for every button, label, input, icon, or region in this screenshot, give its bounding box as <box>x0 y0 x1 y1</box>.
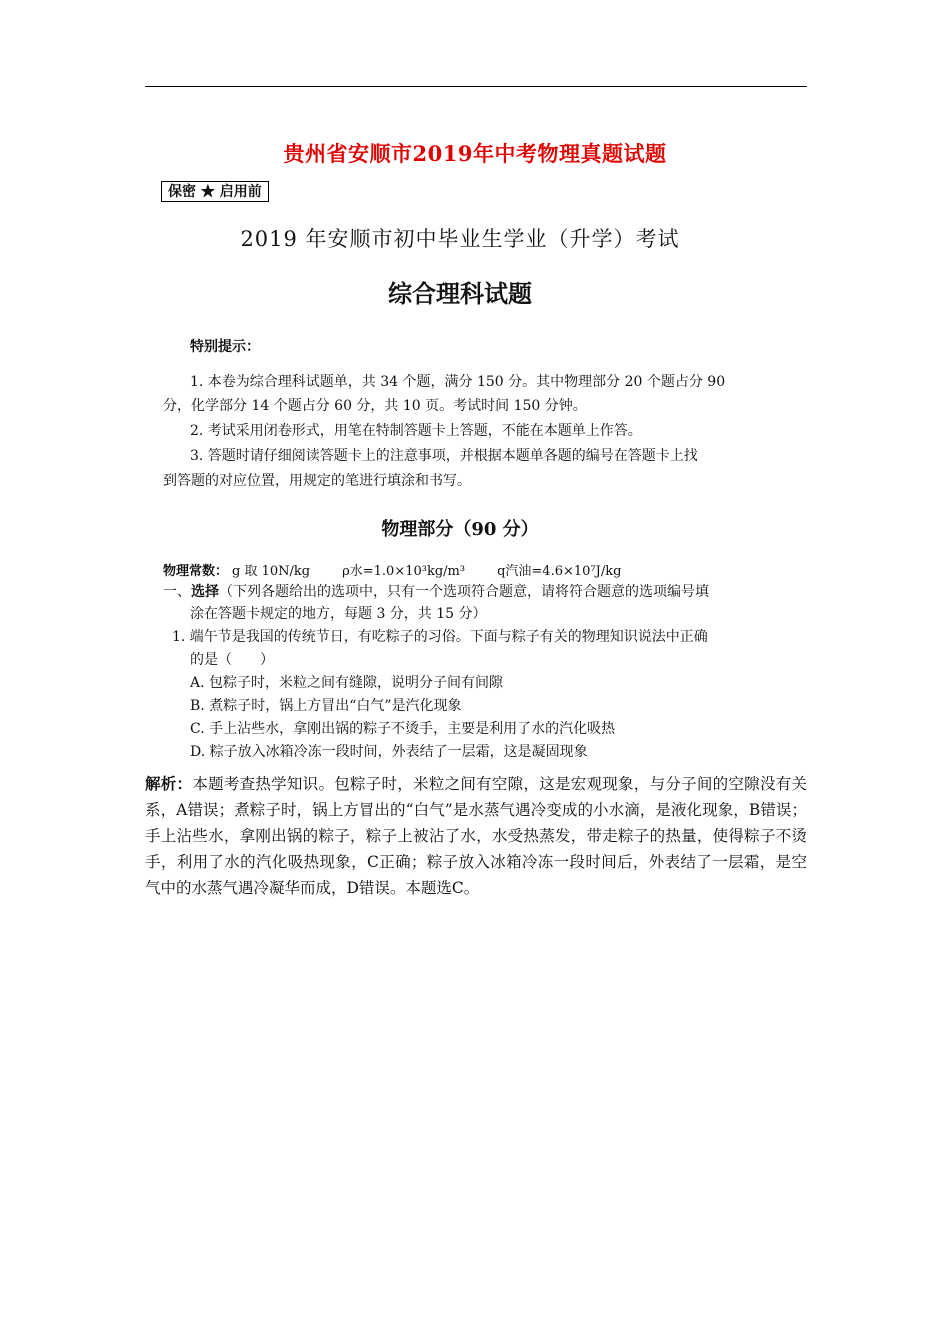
exam-title: 2019 年安顺市初中毕业生学业（升学）考试 <box>240 227 680 251</box>
choice-section-prefix: 一、 <box>163 584 191 600</box>
notice-line: 分，化学部分 14 个题占分 60 分，共 10 页。考试时间 150 分钟。 <box>163 398 587 414</box>
choice-section-text: （下列各题给出的选项中，只有一个选项符合题意，请将符合题意的选项编号填 <box>219 584 709 600</box>
notice-line: 2. 考试采用闭卷形式，用笔在特制答题卡上答题，不能在本题单上作答。 <box>190 423 642 439</box>
choice-section-intro <box>163 582 709 602</box>
analysis-label: 解析： <box>145 774 193 793</box>
header-rule <box>145 86 807 87</box>
choice-section-text-2: 涂在答题卡规定的地方，每题 3 分，共 15 分） <box>190 606 487 622</box>
notice-line: 1. 本卷为综合理科试题单，共 34 个题，满分 150 分。其中物理部分 20 个题占分 90 <box>190 374 726 390</box>
option-b: B. 煮粽子时，锅上方冒出“白气”是汽化现象 <box>190 698 462 714</box>
question-stem: 1. 端午节是我国的传统节日，有吃粽子的习俗。下面与粽子有关的物理知识说法中正确 <box>172 629 708 645</box>
constant-g: g 取 10N/kg <box>232 564 311 579</box>
analysis-text: 本题考查热学知识。包粽子时，米粒之间有空隙，这是宏观现象，与分子间的空隙没有关系，A错误；煮粽子时，锅上方冒出的“白气”是水蒸气遇冷变成的小水滴，是液化现象，B错误；手上沾些水，拿刚出锅的粽子，粽子上被沾了水，水受热蒸发，带走粽子的热量，使得粽子不烫手，利用了水的汽化吸热现象，C正确；粽子放入冰箱冷冻一段时间后，外表结了一层霜，是空气中的水蒸气遇冷凝华而成，D错误。本题选C。 <box>145 775 807 897</box>
constant-gasoline-heat: q汽油=4.6×10⁷J/kg <box>497 564 622 579</box>
notice-line: 到答题的对应位置，用规定的笔进行填涂和书写。 <box>163 473 471 489</box>
question-stem-cont: 的是（ ） <box>190 652 274 668</box>
paper-title: 综合理科试题 <box>388 280 532 308</box>
option-a: A. 包粽子时，米粒之间有缝隙，说明分子间有间隙 <box>190 675 504 691</box>
option-c: C. 手上沾些水，拿刚出锅的粽子不烫手，主要是利用了水的汽化吸热 <box>190 721 616 737</box>
section-heading: 物理部分（90 分） <box>381 519 539 540</box>
option-d: D. 粽子放入冰箱冷冻一段时间，外表结了一层霜，这是凝固现象 <box>190 744 588 760</box>
choice-section-label: 选择 <box>191 584 219 600</box>
analysis-paragraph <box>145 771 807 901</box>
constants-label: 物理常数： <box>163 564 229 579</box>
notice-heading: 特别提示： <box>190 339 260 355</box>
notice-line: 3. 答题时请仔细阅读答题卡上的注意事项，并根据本题单各题的编号在答题卡上找 <box>190 448 698 464</box>
physics-constants <box>163 560 653 579</box>
page-title: 贵州省安顺市2019年中考物理真题试题 <box>283 141 667 166</box>
constant-water-density: ρ水=1.0×10³kg/m³ <box>342 564 466 579</box>
confidential-stamp: 保密 ★ 启用前 <box>161 181 269 202</box>
